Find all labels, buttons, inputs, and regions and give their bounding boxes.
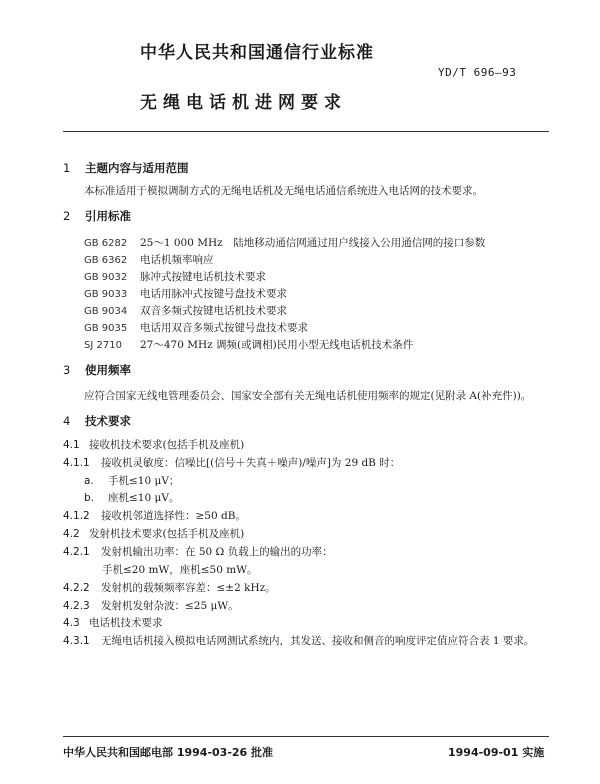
clause-4-3-1 xyxy=(63,633,534,648)
reference-title: 脉冲式按键电话机技术要求 xyxy=(140,271,266,283)
clause-number: 4.2.2 xyxy=(63,582,90,594)
clause-number: 4.1.2 xyxy=(63,510,90,522)
clause-text: 发射机发射杂波：≤25 μW。 xyxy=(101,600,239,612)
reference-code: SJ 2710 xyxy=(84,340,122,351)
clause-4-2-1 xyxy=(63,544,333,559)
reference-item xyxy=(84,235,485,250)
clause-4-2-2 xyxy=(63,580,276,595)
clause-text: 座机≤10 μV。 xyxy=(108,492,180,504)
reference-code: GB 9034 xyxy=(84,306,128,317)
clause-text: 手机≤10 μV； xyxy=(108,475,180,487)
reference-code: GB 9032 xyxy=(84,272,128,283)
reference-code: GB 9035 xyxy=(84,323,128,334)
header-divider xyxy=(63,131,549,132)
reference-item xyxy=(84,286,287,301)
section-number: 4 xyxy=(63,414,71,428)
reference-code: GB 9033 xyxy=(84,289,128,300)
clause-4-2-3 xyxy=(63,598,239,613)
clause-number: 4.1 xyxy=(63,439,80,451)
clause-number: 4.2 xyxy=(63,528,80,540)
clause-item-a xyxy=(84,473,179,488)
clause-text: 发射机输出功率：在 50 Ω 负载上的输出的功率： xyxy=(101,546,333,558)
clause-text: 无绳电话机接入模拟电话网测试系统内，其发送、接收和侧音的响度评定值应符合表 1 要求。 xyxy=(101,635,535,647)
clause-4-2 xyxy=(63,526,244,541)
section-1-paragraph: 本标准适用于模拟调制方式的无绳电话机及无绳电话通信系统进入电话网的技术要求。 xyxy=(84,185,483,197)
section-4-heading xyxy=(63,413,131,429)
reference-title: 电话用脉冲式按键号盘技术要求 xyxy=(140,288,287,300)
section-2-heading xyxy=(63,208,131,224)
section-number: 3 xyxy=(63,363,71,377)
clause-text: 电话机技术要求 xyxy=(89,617,163,629)
clause-number: 4.2.3 xyxy=(63,600,90,612)
reference-item xyxy=(84,252,214,267)
reference-item xyxy=(84,320,308,335)
section-title: 引用标准 xyxy=(85,209,131,223)
issuing-standard-header: 中华人民共和国通信行业标准 xyxy=(140,43,374,63)
section-title: 使用频率 xyxy=(85,363,131,377)
reference-code: GB 6282 xyxy=(84,238,128,249)
section-number: 1 xyxy=(63,161,71,175)
reference-title: 电话用双音多频式按键号盘技术要求 xyxy=(140,322,308,334)
reference-title: 电话机频率响应 xyxy=(140,254,214,266)
clause-4-3 xyxy=(63,615,163,630)
section-3-paragraph: 应符合国家无线电管理委员会、国家安全部有关无绳电话机使用频率的规定(见附录 A(补充件))。 xyxy=(84,390,532,402)
reference-title: 25～1 000 MHz 陆地移动通信网通过用户线接入公用通信网的接口参数 xyxy=(140,237,486,249)
clause-number: 4.2.1 xyxy=(63,546,90,558)
document-title: 无绳电话机进网要求 xyxy=(140,93,347,113)
clause-number: a. xyxy=(84,475,94,487)
effective-date: 1994-09-01 实施 xyxy=(448,746,545,759)
clause-text: 接收机灵敏度：信噪比[(信号＋失真＋噪声)/噪声]为 29 dB 时： xyxy=(101,457,401,469)
clause-text: 接收机技术要求(包括手机及座机) xyxy=(89,439,245,451)
reference-title: 27～470 MHz 调频(或调相)民用小型无线电话机技术条件 xyxy=(140,339,414,351)
reference-item xyxy=(84,303,287,318)
section-number: 2 xyxy=(63,209,71,223)
approval-date: 中华人民共和国邮电部 1994-03-26 批准 xyxy=(63,746,274,759)
section-3-heading xyxy=(63,362,131,378)
clause-number: 4.3.1 xyxy=(63,635,90,647)
clause-text: 接收机邻道选择性：≥50 dB。 xyxy=(101,510,246,522)
section-1-heading xyxy=(63,160,189,176)
clause-4-2-1-continued xyxy=(102,562,258,577)
clause-number: b. xyxy=(84,492,95,504)
reference-item xyxy=(84,337,413,352)
section-title: 技术要求 xyxy=(85,414,131,428)
footer-divider xyxy=(63,736,549,737)
standard-code: YD/T 696—93 xyxy=(438,66,517,79)
reference-title: 双音多频式按键电话机技术要求 xyxy=(140,305,287,317)
clause-item-b xyxy=(84,490,179,505)
clause-4-1-1 xyxy=(63,455,400,470)
clause-number: 4.1.1 xyxy=(63,457,90,469)
clause-number: 4.3 xyxy=(63,617,80,629)
section-title: 主题内容与适用范围 xyxy=(85,161,189,175)
clause-text: 手机≤20 mW，座机≤50 mW。 xyxy=(102,564,258,576)
clause-text: 发射机技术要求(包括手机及座机) xyxy=(89,528,245,540)
reference-code: GB 6362 xyxy=(84,255,128,266)
clause-4-1 xyxy=(63,437,244,452)
clause-text: 发射机的载频频率容差：≤±2 kHz。 xyxy=(101,582,276,594)
reference-item xyxy=(84,269,266,284)
clause-4-1-2 xyxy=(63,508,246,523)
